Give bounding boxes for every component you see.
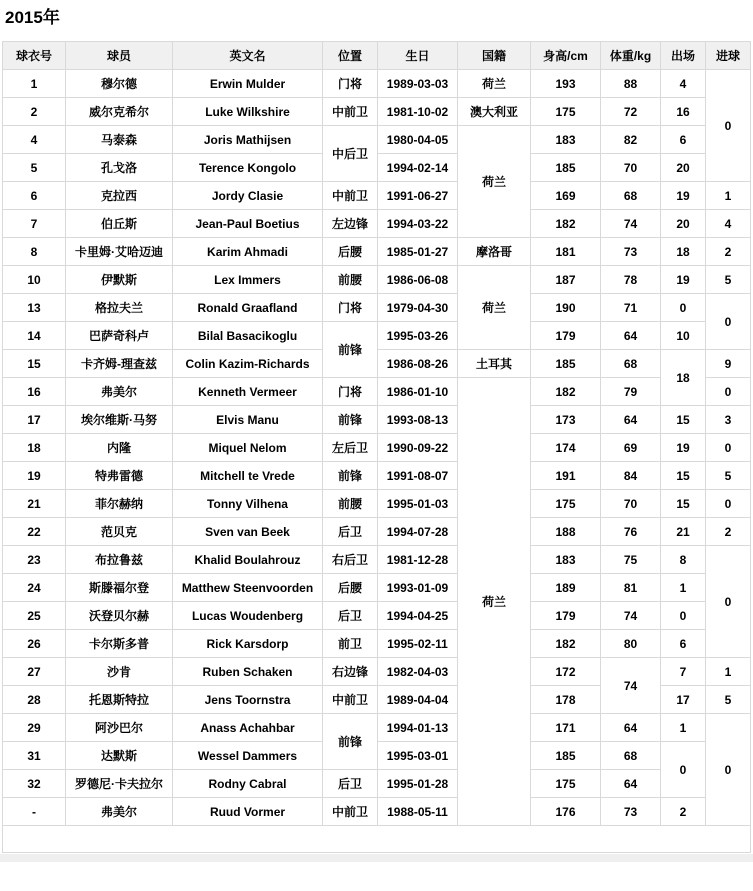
table-cell: 6 (661, 126, 706, 154)
table-cell: 21 (661, 518, 706, 546)
table-cell: 185 (531, 742, 601, 770)
table-cell: 73 (601, 238, 661, 266)
page-title: 2015年 (5, 8, 60, 27)
table-cell: 18 (3, 434, 66, 462)
table-cell: Rodny Cabral (173, 770, 323, 798)
table-cell: 68 (601, 182, 661, 210)
empty-footer-cell (3, 826, 751, 853)
table-cell: 6 (3, 182, 66, 210)
table-cell: 格拉夫兰 (66, 294, 173, 322)
table-cell: 185 (531, 154, 601, 182)
table-cell: 阿沙巴尔 (66, 714, 173, 742)
table-cell: 179 (531, 322, 601, 350)
empty-footer-row (3, 826, 751, 853)
table-cell: 0 (706, 434, 751, 462)
table-cell: 1995-03-01 (378, 742, 458, 770)
table-cell: 10 (3, 266, 66, 294)
table-cell: 183 (531, 546, 601, 574)
table-cell: 15 (661, 406, 706, 434)
table-cell: 169 (531, 182, 601, 210)
header-cell: 英文名 (173, 42, 323, 70)
table-cell: 荷兰 (458, 70, 531, 98)
table-cell: 后卫 (323, 770, 378, 798)
table-cell: 175 (531, 770, 601, 798)
table-cell: 187 (531, 266, 601, 294)
table-cell: 内隆 (66, 434, 173, 462)
table-cell: 74 (601, 602, 661, 630)
table-row (3, 378, 751, 406)
table-cell: Terence Kongolo (173, 154, 323, 182)
table-cell: 171 (531, 714, 601, 742)
table-cell: 摩洛哥 (458, 238, 531, 266)
table-cell: 18 (661, 350, 706, 406)
table-row (3, 714, 751, 742)
table-row (3, 322, 751, 350)
table-cell: 托恩斯特拉 (66, 686, 173, 714)
table-cell: 21 (3, 490, 66, 518)
table-cell: 范贝克 (66, 518, 173, 546)
table-cell: 1995-02-11 (378, 630, 458, 658)
table-cell: 埃尔维斯·马努 (66, 406, 173, 434)
table-cell: 64 (601, 770, 661, 798)
table-cell: 28 (3, 686, 66, 714)
table-cell: Tonny Vilhena (173, 490, 323, 518)
table-cell: 荷兰 (458, 126, 531, 238)
table-cell: 孔戈洛 (66, 154, 173, 182)
table-cell: 80 (601, 630, 661, 658)
table-cell: 1 (706, 182, 751, 210)
table-cell: 20 (661, 154, 706, 182)
table-cell: 中前卫 (323, 98, 378, 126)
table-cell: Miquel Nelom (173, 434, 323, 462)
table-cell: 左后卫 (323, 434, 378, 462)
table-cell: 64 (601, 406, 661, 434)
table-cell: 15 (3, 350, 66, 378)
table-row (3, 406, 751, 434)
table-cell: 达默斯 (66, 742, 173, 770)
table-row (3, 434, 751, 462)
table-cell: 1985-01-27 (378, 238, 458, 266)
table-cell: 174 (531, 434, 601, 462)
table-cell: 克拉西 (66, 182, 173, 210)
table-cell: 0 (706, 294, 751, 350)
table-cell: 13 (3, 294, 66, 322)
table-cell: 78 (601, 266, 661, 294)
header-row (3, 42, 751, 70)
table-cell: 土耳其 (458, 350, 531, 378)
table-cell: Anass Achahbar (173, 714, 323, 742)
table-cell: 69 (601, 434, 661, 462)
table-cell: 172 (531, 658, 601, 686)
table-cell: 4 (3, 126, 66, 154)
table-cell: 后卫 (323, 602, 378, 630)
table-cell: 74 (601, 658, 661, 714)
table-cell: 斯滕福尔登 (66, 574, 173, 602)
table-cell: 8 (3, 238, 66, 266)
table-cell: Erwin Mulder (173, 70, 323, 98)
table-cell: 伯丘斯 (66, 210, 173, 238)
table-cell: 1988-05-11 (378, 798, 458, 826)
table-cell: 0 (706, 714, 751, 826)
table-cell: 前锋 (323, 406, 378, 434)
table-cell: 1986-01-10 (378, 378, 458, 406)
table-cell: 1994-03-22 (378, 210, 458, 238)
table-cell: 1 (661, 714, 706, 742)
table-cell: 191 (531, 462, 601, 490)
table-cell: Rick Karsdorp (173, 630, 323, 658)
table-cell: 中后卫 (323, 126, 378, 182)
table-cell: 2 (706, 518, 751, 546)
table-cell: 64 (601, 714, 661, 742)
table-cell: 7 (661, 658, 706, 686)
table-cell: 中前卫 (323, 798, 378, 826)
table-cell: 19 (661, 434, 706, 462)
table-cell: 1982-04-03 (378, 658, 458, 686)
table-cell: 1 (661, 574, 706, 602)
table-cell: 193 (531, 70, 601, 98)
table-row (3, 182, 751, 210)
table-cell: 沃登贝尔赫 (66, 602, 173, 630)
table-cell: 1979-04-30 (378, 294, 458, 322)
table-cell: 26 (3, 630, 66, 658)
table-cell: 卡里姆·艾哈迈迪 (66, 238, 173, 266)
table-cell: 后腰 (323, 238, 378, 266)
table-cell: 173 (531, 406, 601, 434)
table-cell: 门将 (323, 70, 378, 98)
table-cell: 1981-12-28 (378, 546, 458, 574)
table-cell: Ronald Graafland (173, 294, 323, 322)
table-cell: 布拉鲁兹 (66, 546, 173, 574)
table-cell: 64 (601, 322, 661, 350)
table-cell: 19 (661, 182, 706, 210)
table-cell: 威尔克希尔 (66, 98, 173, 126)
roster-body (3, 70, 751, 826)
table-cell: 0 (661, 742, 706, 798)
table-cell: 1980-04-05 (378, 126, 458, 154)
table-row (3, 126, 751, 154)
table-cell: Jens Toornstra (173, 686, 323, 714)
table-cell: 5 (706, 686, 751, 714)
table-cell: Joris Mathijsen (173, 126, 323, 154)
table-row (3, 490, 751, 518)
table-cell: 179 (531, 602, 601, 630)
table-cell: 1981-10-02 (378, 98, 458, 126)
table-cell: 1994-02-14 (378, 154, 458, 182)
table-cell: 15 (661, 490, 706, 518)
table-cell: 1993-01-09 (378, 574, 458, 602)
table-cell: 后卫 (323, 518, 378, 546)
table-cell: 沙肯 (66, 658, 173, 686)
table-cell: 182 (531, 630, 601, 658)
table-cell: 1990-09-22 (378, 434, 458, 462)
table-cell: 0 (706, 378, 751, 406)
table-row (3, 294, 751, 322)
table-cell: 70 (601, 154, 661, 182)
table-cell: Kenneth Vermeer (173, 378, 323, 406)
table-cell: 5 (706, 266, 751, 294)
table-cell: 1991-08-07 (378, 462, 458, 490)
table-cell: 1989-03-03 (378, 70, 458, 98)
table-cell: 175 (531, 490, 601, 518)
table-cell: 澳大利亚 (458, 98, 531, 126)
table-cell: 68 (601, 350, 661, 378)
table-row (3, 602, 751, 630)
table-cell: 32 (3, 770, 66, 798)
roster-table (2, 41, 751, 853)
table-row (3, 798, 751, 826)
table-cell: 伊默斯 (66, 266, 173, 294)
table-cell: 16 (3, 378, 66, 406)
table-cell: 14 (3, 322, 66, 350)
table-cell: 181 (531, 238, 601, 266)
table-cell: Ruben Schaken (173, 658, 323, 686)
table-row (3, 770, 751, 798)
table-cell: 24 (3, 574, 66, 602)
table-cell: 特弗雷德 (66, 462, 173, 490)
table-cell: 卡齐姆-理查兹 (66, 350, 173, 378)
table-cell: 75 (601, 546, 661, 574)
table-cell: 29 (3, 714, 66, 742)
table-row (3, 98, 751, 126)
table-cell: Matthew Steenvoorden (173, 574, 323, 602)
table-row (3, 658, 751, 686)
table-cell: 182 (531, 210, 601, 238)
table-cell: 17 (3, 406, 66, 434)
table-cell: 0 (661, 294, 706, 322)
table-cell: 7 (3, 210, 66, 238)
table-cell: 1993-08-13 (378, 406, 458, 434)
header-cell: 球员 (66, 42, 173, 70)
table-cell: Bilal Basacikoglu (173, 322, 323, 350)
table-cell: 前腰 (323, 266, 378, 294)
table-cell: 19 (661, 266, 706, 294)
table-cell: 1986-06-08 (378, 266, 458, 294)
table-cell: Jordy Clasie (173, 182, 323, 210)
table-cell: 1989-04-04 (378, 686, 458, 714)
table-cell: 5 (706, 462, 751, 490)
header-cell: 进球 (706, 42, 751, 70)
table-cell: 6 (661, 630, 706, 658)
table-cell: 31 (3, 742, 66, 770)
table-cell: 2 (706, 238, 751, 266)
table-cell: 81 (601, 574, 661, 602)
header-cell: 出场 (661, 42, 706, 70)
header-cell: 球衣号 (3, 42, 66, 70)
table-row (3, 238, 751, 266)
table-cell: 68 (601, 742, 661, 770)
table-cell: 0 (661, 602, 706, 630)
table-cell: Wessel Dammers (173, 742, 323, 770)
table-cell: 1994-01-13 (378, 714, 458, 742)
table-row (3, 210, 751, 238)
table-cell: 0 (706, 546, 751, 658)
table-cell: 72 (601, 98, 661, 126)
table-cell: 右后卫 (323, 546, 378, 574)
table-cell: 4 (661, 70, 706, 98)
table-cell: 70 (601, 490, 661, 518)
header-cell: 生日 (378, 42, 458, 70)
table-cell: 右边锋 (323, 658, 378, 686)
table-cell: 22 (3, 518, 66, 546)
table-row (3, 462, 751, 490)
table-cell: 卡尔斯多普 (66, 630, 173, 658)
table-cell: Mitchell te Vrede (173, 462, 323, 490)
table-row (3, 266, 751, 294)
header-cell: 身高/cm (531, 42, 601, 70)
table-cell: 1995-01-03 (378, 490, 458, 518)
table-cell: 175 (531, 98, 601, 126)
table-row (3, 630, 751, 658)
table-row (3, 546, 751, 574)
table-cell: 17 (661, 686, 706, 714)
table-cell: 1 (706, 658, 751, 686)
table-cell: 189 (531, 574, 601, 602)
table-cell: Elvis Manu (173, 406, 323, 434)
table-cell: 弗美尔 (66, 798, 173, 826)
table-cell: 190 (531, 294, 601, 322)
table-cell: 门将 (323, 294, 378, 322)
table-cell: 71 (601, 294, 661, 322)
table-cell: 16 (661, 98, 706, 126)
table-cell: 188 (531, 518, 601, 546)
table-cell: 荷兰 (458, 266, 531, 350)
table-cell: 23 (3, 546, 66, 574)
table-cell: 178 (531, 686, 601, 714)
table-cell: 门将 (323, 378, 378, 406)
table-cell: 27 (3, 658, 66, 686)
table-cell: Karim Ahmadi (173, 238, 323, 266)
bottom-strip (0, 854, 753, 862)
table-cell: Ruud Vormer (173, 798, 323, 826)
table-cell: 0 (706, 70, 751, 182)
table-cell: Jean-Paul Boetius (173, 210, 323, 238)
table-cell: 183 (531, 126, 601, 154)
table-cell: 马泰森 (66, 126, 173, 154)
table-cell: 74 (601, 210, 661, 238)
table-cell: Sven van Beek (173, 518, 323, 546)
table-cell: 25 (3, 602, 66, 630)
table-cell: 176 (531, 798, 601, 826)
table-cell: 前锋 (323, 462, 378, 490)
table-cell: 0 (706, 490, 751, 518)
table-cell: 1991-06-27 (378, 182, 458, 210)
table-cell: 73 (601, 798, 661, 826)
table-cell: 76 (601, 518, 661, 546)
table-cell: 中前卫 (323, 182, 378, 210)
table-cell: 15 (661, 462, 706, 490)
table-cell: 前腰 (323, 490, 378, 518)
table-cell: 弗美尔 (66, 378, 173, 406)
table-cell: Lex Immers (173, 266, 323, 294)
table-cell: 19 (3, 462, 66, 490)
table-cell: 穆尔德 (66, 70, 173, 98)
table-cell: 9 (706, 350, 751, 378)
table-cell: 2 (661, 798, 706, 826)
table-row (3, 574, 751, 602)
table-cell: 菲尔赫纳 (66, 490, 173, 518)
table-cell: 1986-08-26 (378, 350, 458, 378)
table-cell: Luke Wilkshire (173, 98, 323, 126)
table-cell: 84 (601, 462, 661, 490)
table-cell: 中前卫 (323, 686, 378, 714)
table-row (3, 70, 751, 98)
table-cell: 荷兰 (458, 378, 531, 826)
table-cell: 左边锋 (323, 210, 378, 238)
table-cell: 4 (706, 210, 751, 238)
header-cell: 位置 (323, 42, 378, 70)
table-cell: Colin Kazim-Richards (173, 350, 323, 378)
table-cell: 82 (601, 126, 661, 154)
header-cell: 体重/kg (601, 42, 661, 70)
table-cell: 18 (661, 238, 706, 266)
table-cell: 88 (601, 70, 661, 98)
table-cell: - (3, 798, 66, 826)
table-cell: 前卫 (323, 630, 378, 658)
table-cell: 2 (3, 98, 66, 126)
table-cell: 罗德尼·卡夫拉尔 (66, 770, 173, 798)
table-cell: 1995-01-28 (378, 770, 458, 798)
table-cell: 前锋 (323, 714, 378, 770)
table-cell: 3 (706, 406, 751, 434)
table-cell: 185 (531, 350, 601, 378)
table-cell: 巴萨奇科卢 (66, 322, 173, 350)
table-cell: 20 (661, 210, 706, 238)
table-cell: 182 (531, 378, 601, 406)
table-cell: 1995-03-26 (378, 322, 458, 350)
table-cell: 8 (661, 546, 706, 574)
table-cell: 5 (3, 154, 66, 182)
table-cell: 1 (3, 70, 66, 98)
table-cell: 10 (661, 322, 706, 350)
table-cell: 79 (601, 378, 661, 406)
header-cell: 国籍 (458, 42, 531, 70)
table-cell: 1994-07-28 (378, 518, 458, 546)
table-row (3, 518, 751, 546)
table-cell: Lucas Woudenberg (173, 602, 323, 630)
table-cell: 后腰 (323, 574, 378, 602)
table-cell: 1994-04-25 (378, 602, 458, 630)
table-cell: Khalid Boulahrouz (173, 546, 323, 574)
table-cell: 前锋 (323, 322, 378, 378)
